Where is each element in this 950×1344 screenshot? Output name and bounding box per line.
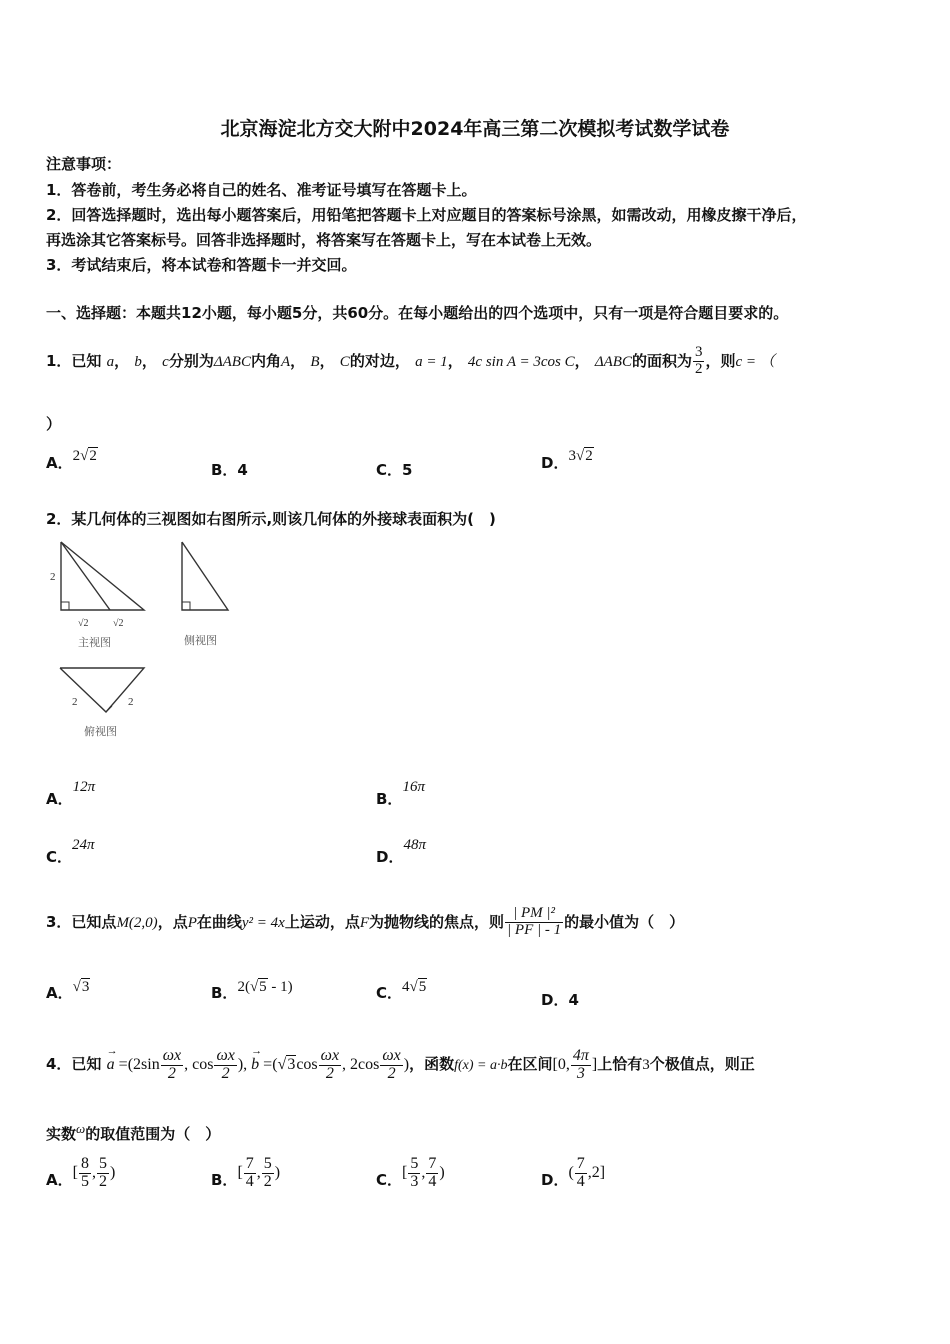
q3-option-a[interactable]: A．√3 <box>46 979 90 1002</box>
q3-option-d[interactable]: D．4 <box>541 991 579 1009</box>
q1-condition: a = 1 <box>415 354 448 370</box>
q3-text: 在曲线 <box>196 913 242 931</box>
q1-triangle: ΔABC <box>213 354 251 370</box>
q2-option-d[interactable]: D．48π <box>376 837 426 866</box>
q1-text: 的对边， <box>349 352 410 370</box>
q3-text: 上运动，点 <box>284 913 360 931</box>
q4-interval: [0, $\frac{4\pi}{3}$ ] <box>552 1047 598 1082</box>
q1-num: 1．已知 <box>46 352 102 370</box>
q4-num: 4．已知 <box>46 1055 102 1073</box>
q1-angle-a: A <box>280 354 291 370</box>
q1-option-b[interactable]: B．4 <box>211 461 248 479</box>
q3-num: 3．已知点 <box>46 913 117 931</box>
question-3-stem <box>46 896 684 949</box>
q1-area-fraction: $\frac{3}{2}$ <box>694 344 703 377</box>
fig-dim-right: 2 <box>128 696 134 708</box>
section-heading: 一、选择题：本题共12小题，每小题5分，共60分。在每小题给出的四个选项中，只有一项是符合题目要求的。 <box>46 304 789 322</box>
q4-text: 在区间 <box>507 1055 553 1073</box>
notes-item: 1．答卷前，考生务必将自己的姓名、准考证号填写在答题卡上。 <box>46 181 477 199</box>
q1-option-d[interactable]: D．3√2 <box>541 448 593 472</box>
fig-dim-height: 2 <box>50 571 56 583</box>
notes-heading: 注意事项： <box>46 155 122 173</box>
question-4-stem <box>46 1036 755 1094</box>
question-4-line2: 实数ω的取值范围为（ ） <box>46 1121 221 1143</box>
q3-text: 的最小值为（ ） <box>564 913 685 931</box>
q1-angle-c: C <box>339 354 350 370</box>
notes-item: 2．回答选择题时，选出每小题答案后，用铅笔把答题卡上对应题目的答案标号涂黑，如需改动，用橡皮擦干净后， <box>46 206 807 224</box>
fig-dim-base2: √2 <box>113 618 124 629</box>
question-1-stem: 1．已知 a， b， c分别为ΔABC内角A， B， C的对边， a = 1， 4c sin A = 3cos C， ΔABC的面积为 $\frac{3}{2}$ ，则c = （ <box>46 344 775 377</box>
q4-option-a[interactable]: A．[ $\frac{8}{5}$ , $\frac{5}{2}$ ) <box>46 1155 116 1190</box>
q3-option-b[interactable]: B．2(√5 - 1) <box>211 979 293 1002</box>
q4-option-d[interactable]: D．( $\frac{7}{4}$ ,2] <box>541 1155 606 1190</box>
q2-option-a[interactable]: A．12π <box>46 779 96 808</box>
page-title: 北京海淀北方交大附中2024年高三第二次模拟考试数学试卷 <box>220 118 730 140</box>
q4-count: 3 <box>642 1057 650 1073</box>
q3-curve: y² = 4x <box>241 915 285 931</box>
fig-dim-left: 2 <box>72 696 78 708</box>
q4-option-b[interactable]: B．[ $\frac{7}{4}$ , $\frac{5}{2}$ ) <box>211 1155 281 1190</box>
three-view-figure <box>46 534 246 744</box>
q1-angle-b: B <box>310 354 320 370</box>
q4-option-c[interactable]: C．[ $\frac{5}{3}$ , $\frac{7}{4}$ ) <box>376 1155 445 1190</box>
q1-var-b: b <box>134 354 142 370</box>
q3-option-c[interactable]: C．4√5 <box>376 979 427 1002</box>
q1-text: ，则 <box>705 352 736 370</box>
q1-var-c: c <box>162 354 169 370</box>
q3-point-m: M(2,0) <box>116 915 158 931</box>
q1-text: 内角 <box>250 352 281 370</box>
q2-option-c[interactable]: C．24π <box>46 837 95 866</box>
q1-condition: 4c sin A = 3cos C <box>467 354 575 370</box>
notes-item: 再选涂其它答案标号。回答非选择题时，将答案写在答题卡上，写在本试卷上无效。 <box>46 231 602 249</box>
fig-top-label: 俯视图 <box>84 726 117 738</box>
fig-front-label: 主视图 <box>78 637 111 649</box>
q1-option-c[interactable]: C．5 <box>376 461 413 479</box>
q1-triangle: ΔABC <box>594 354 632 370</box>
fig-side-label: 侧视图 <box>184 635 217 647</box>
q3-fraction: $\frac{\text{| PM |²}}{| PF | - 1}$ <box>507 905 562 938</box>
q4-vector-a: → a =(2sin $\frac{\omega x}{2}$ , cos $\frac{\omega x}{2}$ ), → b =(√3cos $\frac{\omega x}{2}$ , 2cos $\frac{\omega x}{2}$ ) <box>106 1045 410 1082</box>
q4-text: 上恰有 <box>597 1055 643 1073</box>
fig-dim-base1: √2 <box>78 618 89 629</box>
q2-option-b[interactable]: B．16π <box>376 779 425 808</box>
q4-text: 个极值点，则正 <box>649 1055 755 1073</box>
q4-function: f(x) = a·b <box>454 1058 508 1073</box>
q3-point-p: P <box>187 915 197 931</box>
q1-text: 分别为 <box>168 352 214 370</box>
question-2-stem: 2．某几何体的三视图如右图所示,则该几何体的外接球表面积为( ) <box>46 510 496 528</box>
q1-var-a: a <box>106 354 115 370</box>
q4-text: ，函数 <box>409 1055 455 1073</box>
q3-text: 为抛物线的焦点，则 <box>369 913 505 931</box>
q1-text: 的面积为 <box>631 352 692 370</box>
q3-point-f: F <box>359 915 370 931</box>
notes-item: 3．考试结束后，将本试卷和答题卡一并交回。 <box>46 256 357 274</box>
q1-option-a[interactable]: A．2√2 <box>46 448 97 472</box>
q1-ask: c = （ <box>735 354 775 370</box>
q1-close-paren: ） <box>46 415 62 433</box>
q3-text: ，点 <box>157 913 188 931</box>
